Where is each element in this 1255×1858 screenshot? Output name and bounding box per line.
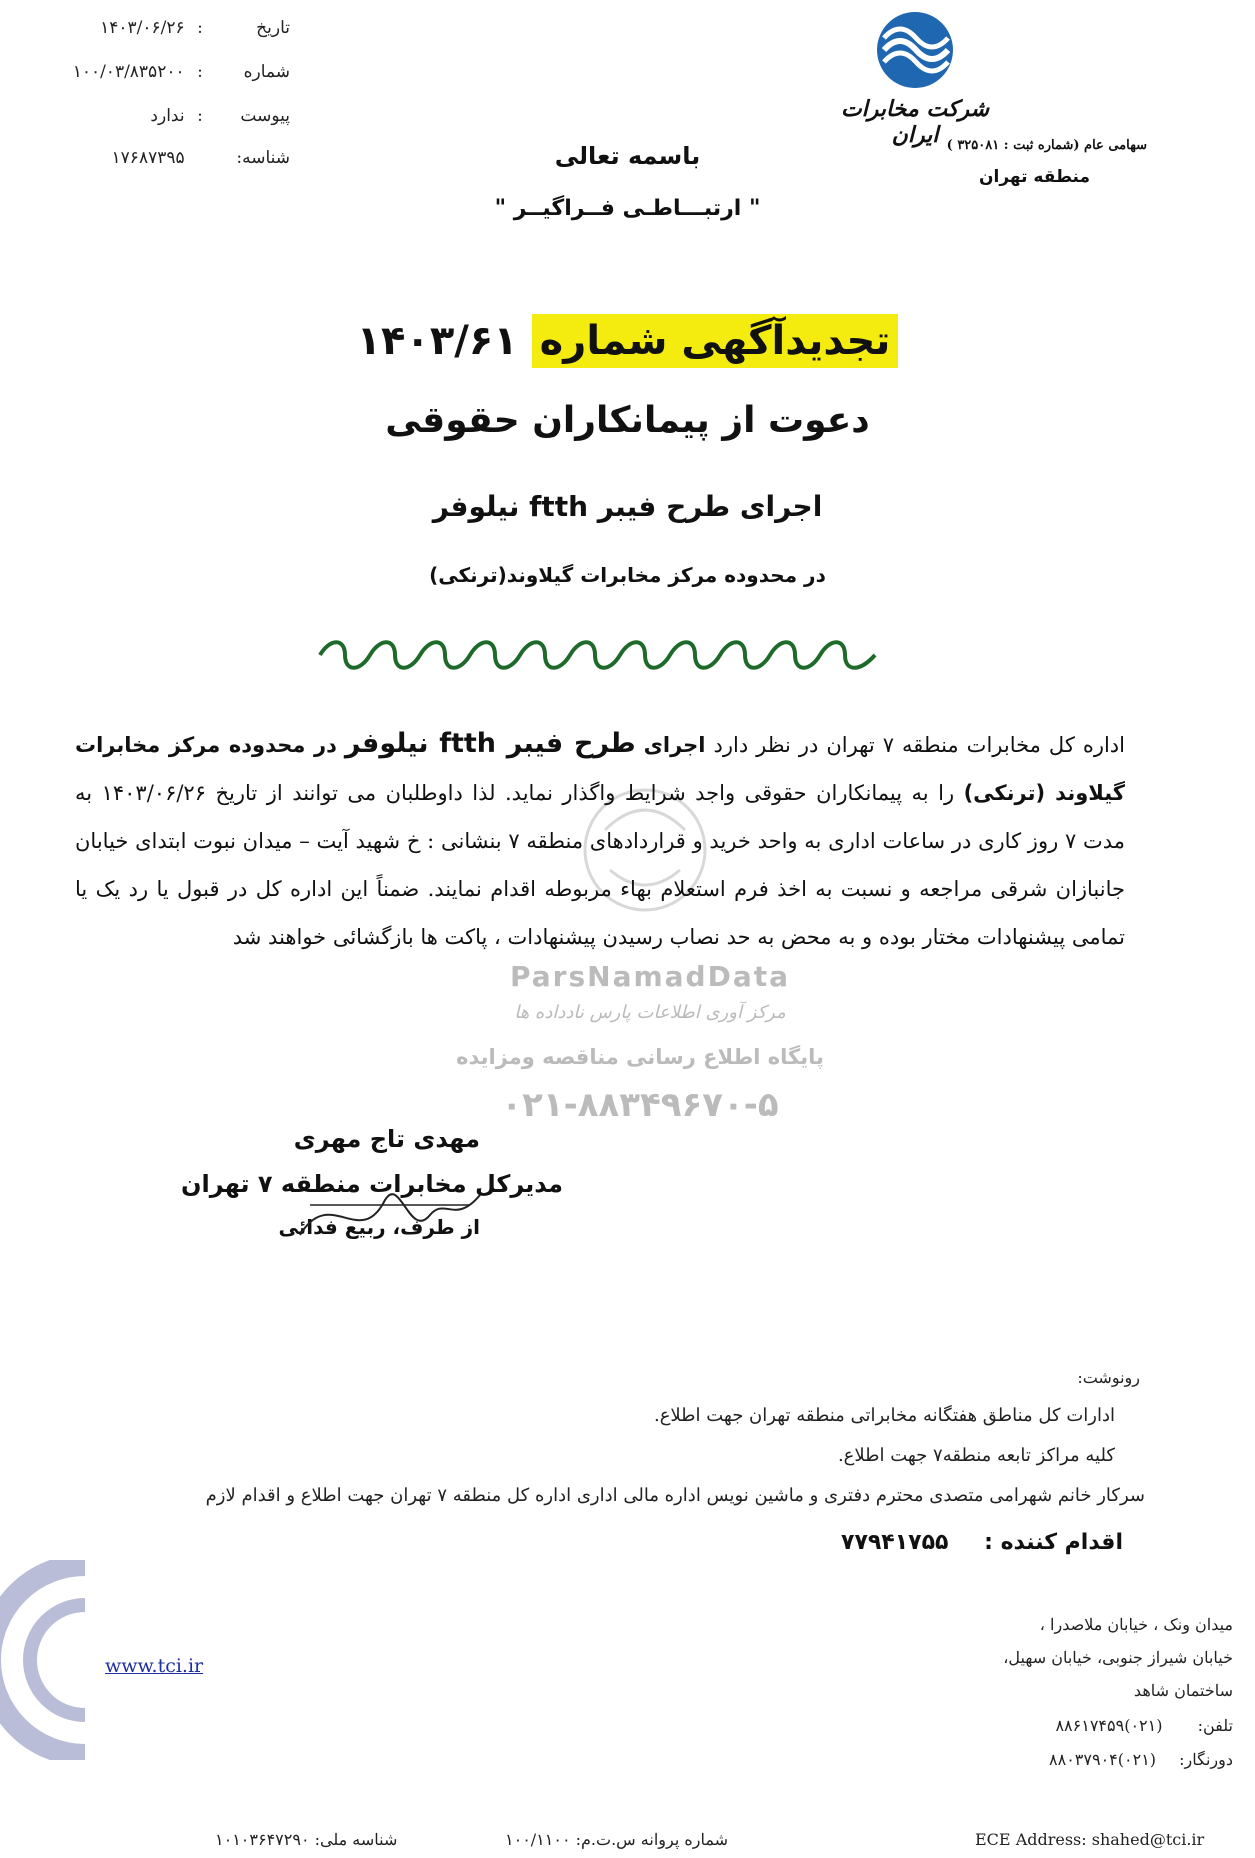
action-label: اقدام کننده : [984,1530,1123,1555]
address-line-2: خیابان شیراز جنوبی، خیابان سهیل، [1003,1648,1233,1667]
address-line-3: ساختمان شاهد [1133,1681,1233,1700]
watermark-brand: ParsNamadData [510,960,790,993]
region-name: منطقه تهران [978,167,1090,187]
action-by [841,1530,1123,1555]
attachment-label: پیوست [240,106,290,126]
cc-line-2: کلیه مراکز تابعه منطقه۷ جهت اطلاع. [837,1445,1115,1466]
company-name: شرکت مخابرات ایران [840,96,990,148]
cc-line-3: سرکار خانم شهرامی متصدی محترم دفتری و ماشین نویس اداره مالی اداری اداره کل منطقه ۷ تهران جهت اطلاع و اقدام لازم [205,1485,1145,1506]
invocation: باسمه تعالی [554,142,701,170]
location: در محدوده مرکز مخابرات گیلاوند(ترنکی) [429,563,826,587]
phone-row [1055,1716,1233,1735]
project-prefix: اجرای طرح فیبر [597,490,823,523]
signatory-on-behalf: از طرف، ربیع فدائی [278,1215,480,1239]
body-bold-execution: اجرای [643,733,706,757]
watermark-line1: مرکز آوری اطلاعات پارس نادداده ها [514,1002,786,1023]
id-value: ۱۷۶۸۷۳۹۵ [111,148,185,168]
footer-arc-decoration [0,1560,90,1760]
date-value: ۱۴۰۳/۰۶/۲۶ [100,18,185,38]
headline-number: ۱۴۰۳/۶۱ [356,318,518,364]
watermark-phone: ۰۲۱-۸۸۳۴۹۶۷۰-۵ [501,1085,779,1125]
id-label: شناسه: [236,148,290,168]
cc-line-1: ادارات کل مناطق هفتگانه مخابراتی منطقه تهران جهت اطلاع. [653,1405,1115,1426]
number-value: ۱۰۰/۰۳/۸۳۵۲۰۰ [72,62,185,82]
project-title [0,490,1255,523]
license-number: شماره پروانه س.ت.م: ۱۰۰/۱۱۰۰ [505,1830,728,1849]
cc-heading: رونوشت: [1077,1368,1140,1387]
date-row: تاریخ: ۱۴۰۳/۰۶/۲۶ [100,18,290,38]
subheadline: دعوت از پیمانکاران حقوقی [385,400,870,441]
fax-value: (۰۲۱)۸۸۰۳۷۹۰۴ [1049,1750,1157,1769]
fax-label: دورنگار: [1179,1750,1233,1769]
motto: " ارتبـــاطـی فــراگیــر " [494,196,761,221]
watermark-line2: پایگاه اطلاع رسانی مناقصه ومزایده [456,1045,824,1069]
body-details: را به پیمانکاران حقوقی واجد شرایط واگذار نماید. لذا داوطلبان می توانند از تاریخ ۱۴۰۳/۰۶/۲۶ به مدت ۷ روز کاری در ساعات اداری به واحد خرید و قراردادهای منطقه ۷ بنشانی : خ شهید آیت – میدان نبوت ابتدای خیابان جانبازان شرقی مراجعه و نسبت به اخذ فرم استعلام بهاء مربوطه اقدام نمایند. ضمناً این اداره کل در قبول یا رد یک یا تمامی پیشنهادات مختار بوده و به محض به حد نصاب رسیدن پیشنهادات ، پاکت ها بازگشائی خواهند شد [75,781,1126,949]
attachment-row: پیوست: ندارد [150,106,290,126]
attachment-value: ندارد [150,106,185,126]
announcement-body [75,720,1125,961]
signatory-name: مهدی تاج مهری [293,1125,480,1153]
registration-number: سهامی عام (شماره ثبت : ۳۲۵۰۸۱ ) [946,138,1147,153]
body-bold-project: طرح فیبر ftth نیلوفر [344,728,636,759]
phone-value: (۰۲۱)۸۸۶۱۷۴۵۹ [1055,1716,1163,1735]
address-line-1: میدان ونک ، خیابان ملاصدرا ، [1039,1615,1233,1634]
action-value: ۷۷۹۴۱۷۵۵ [841,1530,949,1555]
fax-row [1049,1750,1233,1769]
date-label: تاریخ [256,18,290,38]
body-bold-location: در محدوده مرکز مخابرات گیلاوند (ترنکی) [75,733,1125,805]
project-latin: ftth [529,490,589,523]
website-link[interactable]: www.tci.ir [105,1655,204,1677]
ece-address: ECE Address: shahed@tci.ir [975,1830,1205,1849]
signatory-title: مدیرکل مخابرات منطقه ۷ تهران [181,1170,563,1198]
phone-label: تلفن: [1197,1716,1233,1735]
tci-logo-icon [870,10,960,90]
handwritten-signature [290,1165,490,1255]
body-intro: اداره کل مخابرات منطقه ۷ تهران در نظر دارد [713,733,1125,757]
ornament-divider [315,638,880,672]
notice-headline [0,318,1255,364]
company-logo [825,10,1005,148]
headline-highlight: تجدیدآگهی شماره [532,314,899,368]
number-label: شماره [243,62,290,82]
national-id: شناسه ملی: ۱۰۱۰۳۶۴۷۲۹۰ [215,1830,398,1849]
number-row: شماره: ۱۰۰/۰۳/۸۳۵۲۰۰ [72,62,290,82]
project-suffix: نیلوفر [432,490,520,523]
